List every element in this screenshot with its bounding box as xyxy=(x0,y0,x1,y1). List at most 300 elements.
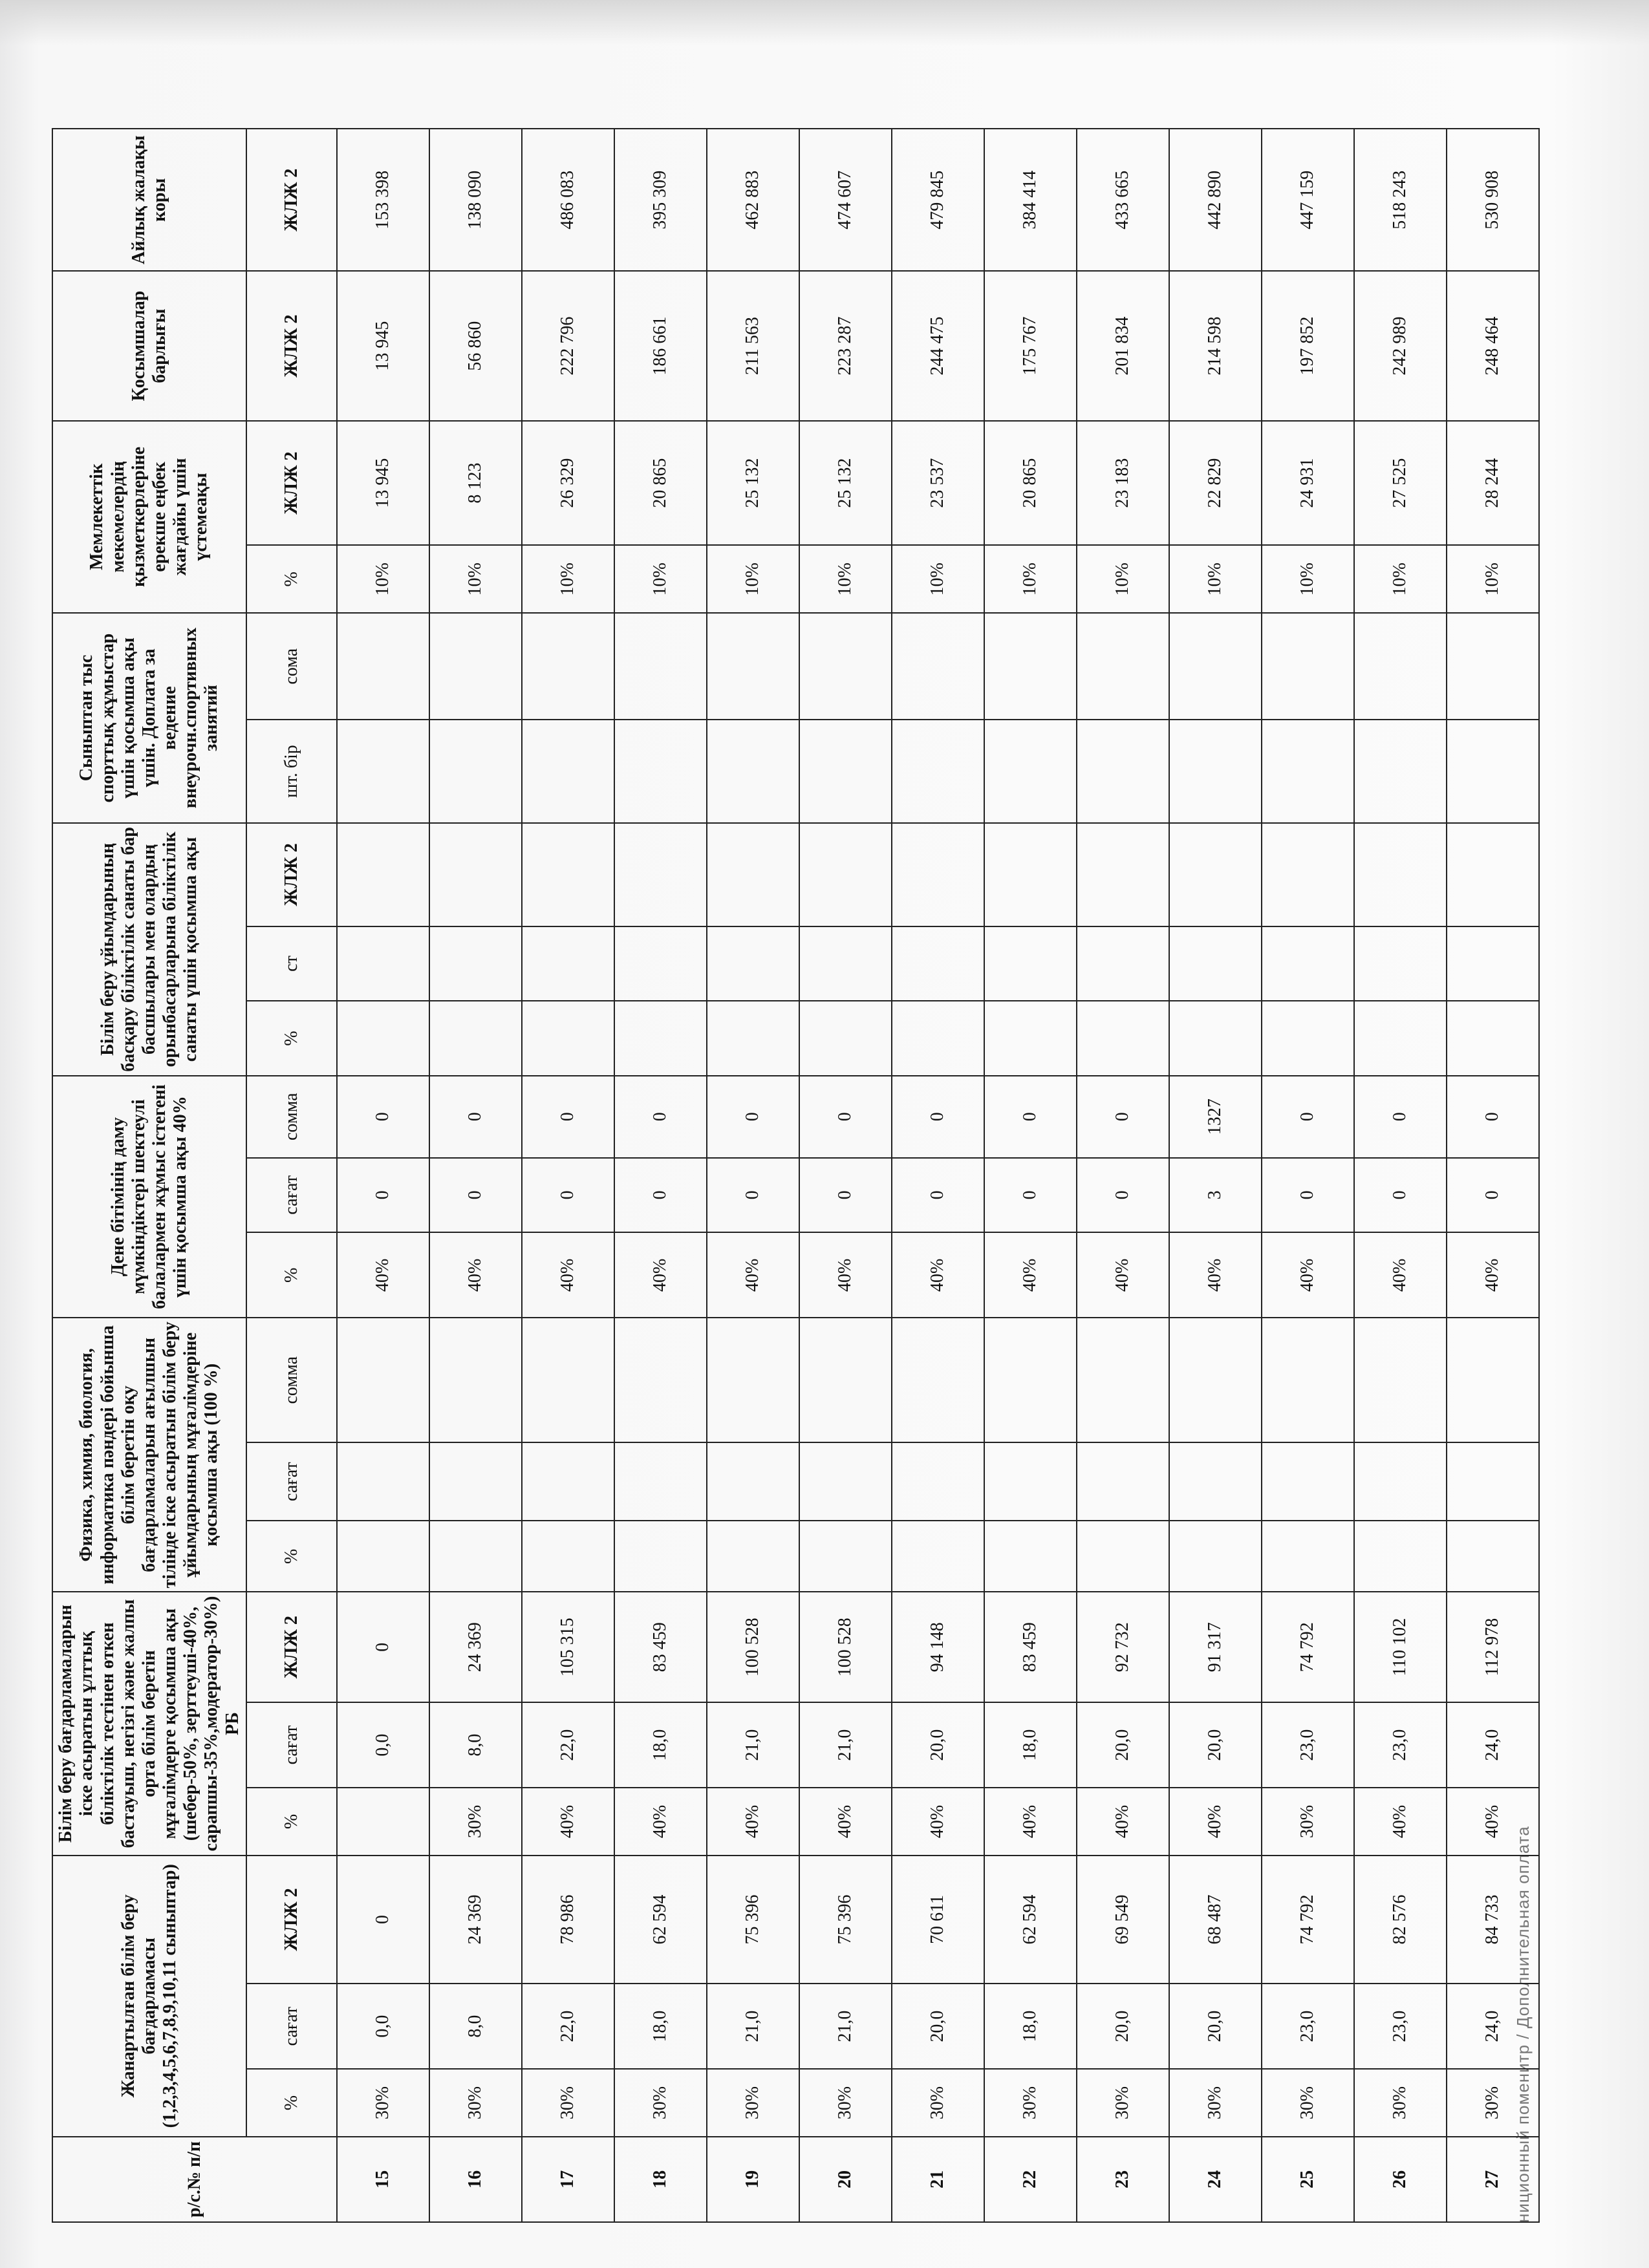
table-cell: 24,0 xyxy=(1447,1702,1539,1788)
sub-g4-sum: сомма xyxy=(246,1076,337,1158)
table-cell: 0 xyxy=(1262,1158,1354,1233)
table-cell: 84 733 xyxy=(1447,1856,1539,1984)
table-cell xyxy=(1169,720,1262,823)
table-cell: 25 132 xyxy=(707,421,799,546)
table-cell: 30% xyxy=(892,2069,984,2137)
table-cell xyxy=(707,926,799,1001)
table-cell xyxy=(892,926,984,1001)
table-cell xyxy=(707,1001,799,1076)
table-cell xyxy=(799,1318,892,1442)
table-cell: 40% xyxy=(707,1788,799,1856)
table-cell xyxy=(799,613,892,720)
table-cell: 0 xyxy=(1354,1076,1447,1158)
table-row xyxy=(892,129,984,2222)
table-cell xyxy=(707,823,799,926)
table-cell: 30% xyxy=(1447,2069,1539,2137)
table-row xyxy=(614,129,707,2222)
sub-g8-sum: ЖЛЖ 2 xyxy=(246,271,337,420)
table-cell xyxy=(522,1442,614,1521)
table-cell xyxy=(1354,926,1447,1001)
sub-g1-pct: % xyxy=(246,2069,337,2137)
table-cell xyxy=(614,926,707,1001)
table-cell: 384 414 xyxy=(984,129,1077,271)
table-cell xyxy=(984,1318,1077,1442)
table-cell: 474 607 xyxy=(799,129,892,271)
sub-g9-sum: ЖЛЖ 2 xyxy=(246,129,337,271)
table-cell: 74 792 xyxy=(1262,1592,1354,1702)
table-cell: 21,0 xyxy=(799,1984,892,2069)
table-cell: 462 883 xyxy=(707,129,799,271)
header-g8: Қосымшалар барлығы xyxy=(52,271,246,420)
rotated-content xyxy=(52,128,1539,2223)
header-g3: Физика, химия, биология, информатика пәндері бойынша білім беретін оқу бағдарламаларын ағылшын тілінде іске асыратын білім беру ұйымдарының мұғалімдеріне қосымша ақы (100 %) xyxy=(52,1318,246,1592)
table-cell: 82 576 xyxy=(1354,1856,1447,1984)
table-cell: 10% xyxy=(1262,545,1354,613)
table-cell: 395 309 xyxy=(614,129,707,271)
table-cell: 83 459 xyxy=(984,1592,1077,1702)
table-row xyxy=(522,129,614,2222)
table-cell: 110 102 xyxy=(1354,1592,1447,1702)
sub-g3-pct: % xyxy=(246,1521,337,1592)
table-cell: 23,0 xyxy=(1262,1984,1354,2069)
table-cell xyxy=(892,720,984,823)
table-cell xyxy=(1354,1318,1447,1442)
table-cell: 30% xyxy=(707,2069,799,2137)
table-cell: 40% xyxy=(614,1788,707,1856)
table-cell: 21,0 xyxy=(707,1984,799,2069)
row-number: 23 xyxy=(1077,2137,1169,2222)
table-cell: 92 732 xyxy=(1077,1592,1169,1702)
table-cell xyxy=(1447,720,1539,823)
table-cell: 486 083 xyxy=(522,129,614,271)
table-cell: 24 369 xyxy=(429,1592,522,1702)
table-cell: 10% xyxy=(892,545,984,613)
table-row xyxy=(337,129,429,2222)
table-cell xyxy=(892,1001,984,1076)
table-cell xyxy=(522,1318,614,1442)
table-cell xyxy=(984,1521,1077,1592)
table-cell xyxy=(429,720,522,823)
table-cell xyxy=(1447,1001,1539,1076)
table-cell: 0 xyxy=(522,1076,614,1158)
table-cell xyxy=(614,823,707,926)
sub-g5-pct: % xyxy=(246,1001,337,1076)
table-cell: 40% xyxy=(799,1232,892,1318)
table-cell: 30% xyxy=(1354,2069,1447,2137)
table-row xyxy=(799,129,892,2222)
table-cell: 70 611 xyxy=(892,1856,984,1984)
table-cell: 30% xyxy=(429,2069,522,2137)
table-cell xyxy=(337,926,429,1001)
table-cell: 0 xyxy=(1077,1076,1169,1158)
table-cell xyxy=(1262,926,1354,1001)
table-cell: 0 xyxy=(429,1076,522,1158)
table-cell xyxy=(799,1001,892,1076)
header-g1: Жанартылған білім беру бағдарламасы (1,2,3,4,5,6,7,8,9,10,11 сыныптар) xyxy=(52,1856,246,2137)
table-cell xyxy=(1354,823,1447,926)
table-cell xyxy=(614,1521,707,1592)
table-cell xyxy=(522,613,614,720)
header-g9: Айлық жалақы коры xyxy=(52,129,246,271)
table-cell: 69 549 xyxy=(1077,1856,1169,1984)
table-cell xyxy=(1447,1318,1539,1442)
table-cell: 242 989 xyxy=(1354,271,1447,420)
table-cell: 0 xyxy=(429,1158,522,1233)
table-cell xyxy=(1077,926,1169,1001)
table-cell xyxy=(984,926,1077,1001)
table-row xyxy=(429,129,522,2222)
table-cell xyxy=(337,1318,429,1442)
table-cell: 26 329 xyxy=(522,421,614,546)
table-cell: 447 159 xyxy=(1262,129,1354,271)
table-cell: 40% xyxy=(522,1788,614,1856)
table-cell xyxy=(337,823,429,926)
table-cell: 68 487 xyxy=(1169,1856,1262,1984)
table-cell: 20,0 xyxy=(1169,1702,1262,1788)
sub-g5-st: ст xyxy=(246,926,337,1001)
table-cell: 244 475 xyxy=(892,271,984,420)
table-cell: 20 865 xyxy=(614,421,707,546)
header-g5: Білім беру ұйымдарының басқару біліктілік санаты бар басшылары мен олардың орынбасарларына біліктілік санаты үшін қосымша ақы xyxy=(52,823,246,1076)
table-cell xyxy=(984,720,1077,823)
sub-g1-sum: ЖЛЖ 2 xyxy=(246,1856,337,1984)
table-cell: 153 398 xyxy=(337,129,429,271)
table-cell xyxy=(522,720,614,823)
table-cell xyxy=(984,613,1077,720)
table-cell xyxy=(707,1442,799,1521)
table-cell: 214 598 xyxy=(1169,271,1262,420)
table-cell: 24 369 xyxy=(429,1856,522,1984)
table-cell: 0 xyxy=(1447,1158,1539,1233)
table-cell: 530 908 xyxy=(1447,129,1539,271)
table-cell: 40% xyxy=(337,1232,429,1318)
row-number: 24 xyxy=(1169,2137,1262,2222)
table-cell xyxy=(337,720,429,823)
table-cell: 30% xyxy=(799,2069,892,2137)
table-cell xyxy=(429,1442,522,1521)
table-cell: 10% xyxy=(429,545,522,613)
table-cell xyxy=(1169,1442,1262,1521)
sub-g4-pct: % xyxy=(246,1232,337,1318)
table-cell xyxy=(1447,613,1539,720)
table-cell: 1327 xyxy=(1169,1076,1262,1158)
table-cell: 0 xyxy=(1447,1076,1539,1158)
table-cell: 211 563 xyxy=(707,271,799,420)
table-cell xyxy=(1354,1521,1447,1592)
table-cell xyxy=(1262,1318,1354,1442)
table-cell: 0,0 xyxy=(337,1984,429,2069)
table-cell: 0 xyxy=(337,1856,429,1984)
table-cell xyxy=(1169,1521,1262,1592)
table-cell xyxy=(522,1001,614,1076)
table-cell: 83 459 xyxy=(614,1592,707,1702)
table-cell: 40% xyxy=(1169,1788,1262,1856)
table-cell: 20,0 xyxy=(1077,1984,1169,2069)
table-row xyxy=(1262,129,1354,2222)
table-cell xyxy=(1262,1001,1354,1076)
sub-g7-pct: % xyxy=(246,545,337,613)
table-cell: 40% xyxy=(1447,1232,1539,1318)
table-cell xyxy=(799,823,892,926)
table-row xyxy=(1077,129,1169,2222)
table-cell: 18,0 xyxy=(984,1984,1077,2069)
table-cell: 10% xyxy=(1447,545,1539,613)
table-cell: 8 123 xyxy=(429,421,522,546)
table-cell xyxy=(429,1521,522,1592)
table-cell xyxy=(892,1521,984,1592)
table-row xyxy=(707,129,799,2222)
row-number: 20 xyxy=(799,2137,892,2222)
sub-g2-sum: ЖЛЖ 2 xyxy=(246,1592,337,1702)
header-g4: Дене бітімінің даму мүмкіндіктері шектеулі балалармен жұмыс істегені үшін қосымша ақы 40% xyxy=(52,1076,246,1318)
table-cell: 0 xyxy=(892,1158,984,1233)
table-cell xyxy=(522,926,614,1001)
table-cell: 30% xyxy=(984,2069,1077,2137)
subheader-row xyxy=(246,129,337,2222)
table-cell: 40% xyxy=(1169,1232,1262,1318)
table-cell: 24,0 xyxy=(1447,1984,1539,2069)
table-cell xyxy=(984,1001,1077,1076)
table-cell xyxy=(614,720,707,823)
table-cell: 442 890 xyxy=(1169,129,1262,271)
table-cell xyxy=(1354,1442,1447,1521)
table-cell: 0 xyxy=(1354,1158,1447,1233)
table-cell: 0 xyxy=(337,1076,429,1158)
table-cell: 40% xyxy=(984,1232,1077,1318)
table-cell: 0 xyxy=(707,1076,799,1158)
header-g7: Мемлекеттік мекемелердің қызметкерлеріне ерекше еңбек жағдайы үшін үстемеақы xyxy=(52,421,246,613)
table-cell xyxy=(707,1318,799,1442)
table-cell xyxy=(984,823,1077,926)
table-cell: 56 860 xyxy=(429,271,522,420)
table-cell: 13 945 xyxy=(337,271,429,420)
table-cell xyxy=(1077,1318,1169,1442)
table-cell: 433 665 xyxy=(1077,129,1169,271)
table-cell: 10% xyxy=(799,545,892,613)
table-cell xyxy=(892,613,984,720)
row-number: 27 xyxy=(1447,2137,1539,2222)
table-cell: 10% xyxy=(1354,545,1447,613)
table-cell: 23 537 xyxy=(892,421,984,546)
table-cell: 0 xyxy=(1077,1158,1169,1233)
table-cell: 18,0 xyxy=(614,1702,707,1788)
table-cell: 518 243 xyxy=(1354,129,1447,271)
table-cell: 0 xyxy=(707,1158,799,1233)
row-number: 18 xyxy=(614,2137,707,2222)
table-cell: 10% xyxy=(707,545,799,613)
table-cell: 40% xyxy=(707,1232,799,1318)
table-cell: 197 852 xyxy=(1262,271,1354,420)
table-cell xyxy=(522,823,614,926)
table-cell: 20,0 xyxy=(892,1984,984,2069)
table-cell: 0 xyxy=(614,1158,707,1233)
sub-g2-hours: сағат xyxy=(246,1702,337,1788)
table-cell: 40% xyxy=(614,1232,707,1318)
table-cell: 40% xyxy=(1354,1232,1447,1318)
table-cell: 28 244 xyxy=(1447,421,1539,546)
table-cell xyxy=(1077,1521,1169,1592)
table-cell xyxy=(429,1001,522,1076)
table-cell: 10% xyxy=(614,545,707,613)
table-cell: 40% xyxy=(522,1232,614,1318)
table-cell xyxy=(1169,926,1262,1001)
table-cell: 0 xyxy=(984,1076,1077,1158)
sub-g4-hours: сағат xyxy=(246,1158,337,1233)
table-cell xyxy=(1354,720,1447,823)
table-cell xyxy=(522,1521,614,1592)
table-cell xyxy=(799,1442,892,1521)
table-cell: 21,0 xyxy=(799,1702,892,1788)
table-cell: 175 767 xyxy=(984,271,1077,420)
table-cell: 0,0 xyxy=(337,1702,429,1788)
table-cell xyxy=(1169,613,1262,720)
table-cell: 100 528 xyxy=(799,1592,892,1702)
table-cell xyxy=(337,1442,429,1521)
table-cell: 0 xyxy=(337,1592,429,1702)
header-g6: Сыныптан тыс спорттық жұмыстар үшін қосымша ақы үшін. Доплата за ведение внеурочн.спортивных занятий xyxy=(52,613,246,823)
table-cell xyxy=(799,720,892,823)
row-number: 16 xyxy=(429,2137,522,2222)
table-cell: 18,0 xyxy=(984,1702,1077,1788)
table-cell xyxy=(1262,613,1354,720)
table-cell: 20,0 xyxy=(1077,1702,1169,1788)
header-g2: Білім беру бағдарламаларын іске асыратын ұлттық біліктілік тестінен өткен бастауыш, негізгі және жалпы орта білім беретін мұғалімдерге қосымша ақы (шебер-50%, зерттеуші-40%, сарапшы-35%,модератор-30%) РБ xyxy=(52,1592,246,1855)
table-cell xyxy=(1447,1442,1539,1521)
table-cell xyxy=(1169,1318,1262,1442)
table-cell: 24 931 xyxy=(1262,421,1354,546)
row-number: 25 xyxy=(1262,2137,1354,2222)
table-cell: 8,0 xyxy=(429,1702,522,1788)
table-cell: 78 986 xyxy=(522,1856,614,1984)
table-cell: 27 525 xyxy=(1354,421,1447,546)
table-cell: 8,0 xyxy=(429,1984,522,2069)
table-cell: 13 945 xyxy=(337,421,429,546)
table-cell xyxy=(337,613,429,720)
table-cell xyxy=(1447,823,1539,926)
table-cell: 20,0 xyxy=(1169,1984,1262,2069)
table-cell xyxy=(1262,720,1354,823)
table-cell: 40% xyxy=(1447,1788,1539,1856)
table-cell: 40% xyxy=(1077,1788,1169,1856)
row-number: 19 xyxy=(707,2137,799,2222)
table-cell xyxy=(1262,1521,1354,1592)
header-rownum: р/с.№ п/п xyxy=(52,2137,337,2222)
table-cell: 91 317 xyxy=(1169,1592,1262,1702)
sub-g2-pct: % xyxy=(246,1788,337,1856)
table-cell: 223 287 xyxy=(799,271,892,420)
table-row xyxy=(1354,129,1447,2222)
table-cell xyxy=(337,1521,429,1592)
row-number: 21 xyxy=(892,2137,984,2222)
table-cell: 22,0 xyxy=(522,1702,614,1788)
table-cell: 23 183 xyxy=(1077,421,1169,546)
table-cell xyxy=(1447,926,1539,1001)
table-cell xyxy=(707,613,799,720)
row-number: 22 xyxy=(984,2137,1077,2222)
table-cell xyxy=(429,613,522,720)
table-row xyxy=(1447,129,1539,2222)
table-cell: 75 396 xyxy=(707,1856,799,1984)
sub-g3-sum: сомма xyxy=(246,1318,337,1442)
sub-g7-sum: ЖЛЖ 2 xyxy=(246,421,337,546)
table-cell xyxy=(892,823,984,926)
scan-shadow xyxy=(0,0,1649,45)
top-note-sep: / xyxy=(1513,2033,1533,2039)
table-cell xyxy=(1354,613,1447,720)
table-cell: 40% xyxy=(1077,1232,1169,1318)
table-cell: 0 xyxy=(799,1158,892,1233)
table-cell: 30% xyxy=(1077,2069,1169,2137)
table-cell xyxy=(1169,823,1262,926)
table-cell: 40% xyxy=(892,1232,984,1318)
sub-g6-count: шт. бір xyxy=(246,720,337,823)
table-cell xyxy=(799,1521,892,1592)
table-cell: 23,0 xyxy=(1262,1702,1354,1788)
table-cell: 138 090 xyxy=(429,129,522,271)
table-cell xyxy=(1077,1001,1169,1076)
table-row xyxy=(1169,129,1262,2222)
table-cell: 62 594 xyxy=(614,1856,707,1984)
header-row xyxy=(52,129,246,2222)
table-cell: 201 834 xyxy=(1077,271,1169,420)
row-number: 17 xyxy=(522,2137,614,2222)
table-cell: 3 xyxy=(1169,1158,1262,1233)
top-note-left: ниционный поменитр xyxy=(1513,2044,1533,2223)
table-cell: 40% xyxy=(892,1788,984,1856)
table-cell xyxy=(799,926,892,1001)
row-number: 26 xyxy=(1354,2137,1447,2222)
sub-g1-hours: сағат xyxy=(246,1984,337,2069)
table-cell: 23,0 xyxy=(1354,1702,1447,1788)
table-cell: 40% xyxy=(1262,1232,1354,1318)
top-note-right: Дополнительная оплата xyxy=(1513,1826,1533,2029)
table-cell xyxy=(1262,1442,1354,1521)
table-cell xyxy=(614,1442,707,1521)
table-cell xyxy=(337,1001,429,1076)
table-cell xyxy=(1077,823,1169,926)
table-cell xyxy=(1077,1442,1169,1521)
table-cell: 40% xyxy=(1354,1788,1447,1856)
table-cell: 40% xyxy=(799,1788,892,1856)
table-cell xyxy=(614,1318,707,1442)
table-cell xyxy=(1077,720,1169,823)
table-cell: 0 xyxy=(799,1076,892,1158)
table-cell: 10% xyxy=(337,545,429,613)
table-cell: 100 528 xyxy=(707,1592,799,1702)
table-cell: 30% xyxy=(1169,2069,1262,2137)
table-cell: 62 594 xyxy=(984,1856,1077,1984)
table-cell: 10% xyxy=(1077,545,1169,613)
table-cell xyxy=(707,720,799,823)
table-cell: 10% xyxy=(984,545,1077,613)
table-cell xyxy=(1447,1521,1539,1592)
table-body xyxy=(52,129,1539,2222)
table-cell: 112 978 xyxy=(1447,1592,1539,1702)
table-cell: 30% xyxy=(522,2069,614,2137)
table-cell: 22,0 xyxy=(522,1984,614,2069)
table-cell: 40% xyxy=(984,1788,1077,1856)
table-cell: 0 xyxy=(337,1158,429,1233)
table-cell xyxy=(614,1001,707,1076)
sub-g6-sum: сома xyxy=(246,613,337,720)
table-cell: 222 796 xyxy=(522,271,614,420)
table-cell xyxy=(429,1318,522,1442)
table-cell xyxy=(429,823,522,926)
table-cell xyxy=(614,613,707,720)
table-cell: 30% xyxy=(429,1788,522,1856)
table-cell: 23,0 xyxy=(1354,1984,1447,2069)
sub-g5-sum: ЖЛЖ 2 xyxy=(246,823,337,926)
